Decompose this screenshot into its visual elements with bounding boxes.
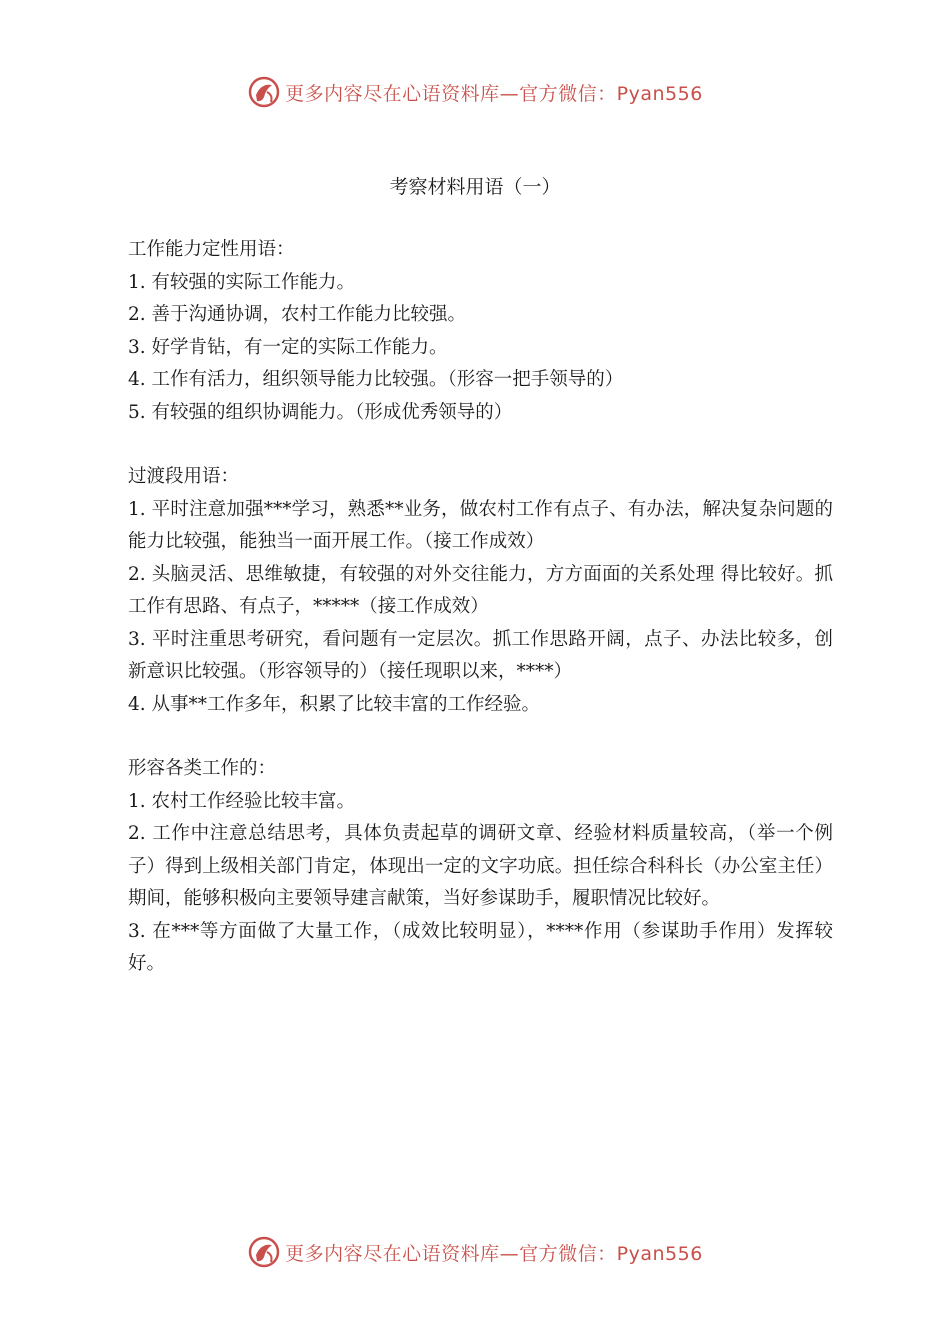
section-heading: 工作能力定性用语： (128, 239, 295, 260)
list-item: 1. 有较强的实际工作能力。 (128, 271, 356, 293)
list-item: 3. 在***等方面做了大量工作，（成效比较明显），****作用（参谋助手作用）发挥较好。 (128, 920, 833, 974)
list-item: 1. 平时注意加强***学习，熟悉**业务，做农村工作有点子、有办法，解决复杂问题的能力比较强，能独当一面开展工作。（接工作成效） (128, 498, 833, 552)
list-item: 4. 从事**工作多年，积累了比较丰富的工作经验。 (128, 693, 541, 715)
section-heading: 形容各类工作的： (128, 758, 277, 779)
list-item: 2. 工作中注意总结思考，具体负责起草的调研文章、经验材料质量较高，（举一个例子）得到上级相关部门肯定，体现出一定的文字功底。担任综合科科长（办公室主任）期间，能够积极向主要领导建言献策，当好参谋助手，履职情况比较好。 (128, 823, 833, 909)
brand-logo-icon (247, 75, 281, 109)
list-item: 3. 好学肯钻，有一定的实际工作能力。 (128, 336, 448, 358)
list-item: 2. 善于沟通协调，农村工作能力比较强。 (128, 304, 467, 325)
section-heading: 过渡段用语： (128, 466, 240, 487)
section-work-description-terms (128, 753, 833, 981)
watermark-text: 更多内容尽在心语资料库—官方微信：Pyan556 (285, 1242, 703, 1265)
document-title: 考察材料用语（一） (389, 176, 561, 198)
list-item: 2. 头脑灵活、思维敏捷，有较强的对外交往能力，方方面面的关系处理 得比较好。抓工作有思路、有点子，*****（接工作成效） (128, 563, 833, 617)
section-ability-terms (128, 234, 833, 429)
section-transition-terms (128, 461, 833, 721)
list-item: 3. 平时注重思考研究，看问题有一定层次。抓工作思路开阔，点子、办法比较多，创新意识比较强。（形容领导的）（接任现职以来，****） (128, 628, 833, 682)
watermark-text: 更多内容尽在心语资料库—官方微信：Pyan556 (285, 82, 703, 105)
watermark-banner-bottom (0, 1232, 950, 1272)
list-item: 5. 有较强的组织协调能力。（形成优秀领导的） (128, 401, 513, 423)
document-body (128, 234, 833, 1013)
list-item: 1. 农村工作经验比较丰富。 (128, 790, 356, 812)
list-item: 4. 工作有活力，组织领导能力比较强。（形容一把手领导的） (128, 369, 624, 390)
watermark-banner-top (0, 72, 950, 112)
brand-logo-icon (247, 1235, 281, 1269)
